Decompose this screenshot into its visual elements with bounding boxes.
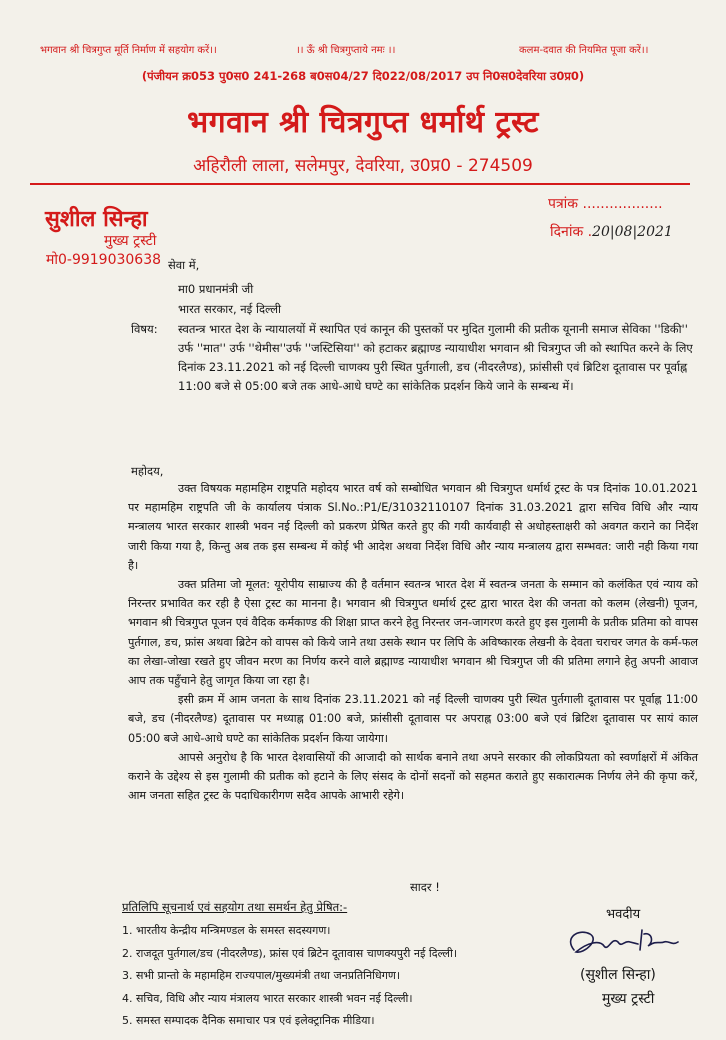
cc-heading: प्रतिलिपि सूचनार्थ एवं सहयोग तथा समर्थन हेतु प्रेषित:- [122,900,348,914]
date-field [550,222,673,241]
cc-item: 1. भारतीय केन्द्रीय मन्त्रिमण्डल के समस्त सदस्यगण। [122,924,331,937]
date-label: दिनांक . [550,224,593,240]
paragraph-4: आपसे अनुरोध है कि भारत देशवासियों की आजादी को सार्थक बनाने तथा अपने सरकार की लोकप्रियता को स्वर्णाक्षरों में अंकित कराने के उद्देश्य से इस गुलामी की प्रतीक को हटाने के लिए संसद के दोनों सदनों को सहमत कराते हुए सकारात्मक निर्णय लेने की कृपा करें, आम जनता सहित ट्रस्ट के पदाधिकारीगण सदैव आपके आभारी रहेगे। [128,750,698,803]
salutation: महोदय, [131,464,164,478]
date-handwritten: 20|08|2021 [592,224,673,240]
closing: सादर ! [410,880,440,894]
sender-name: सुशील सिन्हा [45,207,148,232]
paragraph-1: उक्त विषयक महामहिम राष्ट्रपति महोदय भारत वर्ष को सम्बोधित भगवान श्री चित्रगुप्त धर्मार्थ ट्रस्ट के पत्र दिनांक 10.01.2021 पर महामहिम राष्ट्रपति जी के कार्यालय पंत्राक Sl.No.:P1/E/31032110107 दिनांक 31.03.2021 द्वारा सचिव विधि और न्याय मन्त्रालय भारत सरकार शास्त्री भवन नई दिल्ली को प्रकरण प्रेषित करते हुए की गयी कार्यवाही से अधोहस्ताक्षरी को अवगत कराने का निर्देश जारी किया गया है, किन्तु अब तक इस सम्बन्ध में कोई भी आदेश अथवा निर्देश विधि और न्याय मन्त्रालय द्वारा सम्भवत: जारी नही किया गया है। [128,482,698,572]
left-motto: भगवान श्री चित्रगुप्त मूर्ति निर्माण में सहयोग करें।। [40,45,217,56]
cc-item: 4. सचिव, विधि और न्याय मंत्रालय भारत सरकार शास्त्री भवन नई दिल्ली। [122,991,413,1005]
paragraph-3: इसी क्रम में आम जनता के साथ दिनांक 23.11.2021 को नई दिल्ली चाणक्य पुरी स्थित पुर्तगाली दूतावास पर पूर्वाह्न 11:00 बजे, डच (नीदरलैण्ड) दूतावास पर मध्याह्न 01:00 बजे, फ्रांसीसी दूतावास पर अपराह्न 03:00 बजे एवं ब्रिटिश दूतावास पर सायं काल 05:00 बजे आधे-आधे घण्टे का सांकेतिक प्रदर्शन किया जायेगा। [128,693,698,745]
sender-title: मुख्य ट्रस्टी [104,233,157,249]
letter-body [128,479,698,805]
patrank-label: पत्रांक .................. [548,196,663,212]
trust-name: भगवान श्री चित्रगुप्त धर्मार्थ ट्रस्ट [187,105,539,140]
seva-mein: सेवा में, [168,258,200,272]
sender-mobile: मो0-9919030638 [46,252,162,268]
subject-label: विषय: [131,322,158,336]
registration-line: (पंजीयन क्र053 पु0स0 241-268 ब0स04/27 दि022/08/2017 उप नि0स0देवरिया उ0प्र0) [141,69,585,83]
paragraph-2: उक्त प्रतिमा जो मूलत: यूरोपीय साम्राज्य की है वर्तमान स्वतन्त्र भारत देश में स्वतन्त्र जनता के सम्मान को कलंकित एवं न्याय को निरन्तर प्रभावित कर रही है ऐसा ट्रस्ट का मानना है। भगवान श्री चित्रगुप्त धर्मार्थ ट्रस्ट द्वारा भारत देश की जनता को कलम (लेखनी) पूजन, भगवान श्री चित्रगुप्त पूजन एवं वैदिक कर्मकाण्ड की शिक्षा प्राप्त करने हेतु निरन्तर जन-जागरण करते हुए इस गुलामी के प्रतीक प्रतिमा को वापस पुर्तगाल, डच, फ्रांस अथवा ब्रिटेन को वापस को किये जाने तथा उसके स्थान पर लिपि के अविष्कारक लेखनी के देवता चराचर जगत के कर्म-फल का लेखा-जोखा रखते हुए जीवन मरण का निर्णय करने वाले ब्रह्माण्ड न्यायाधीश भगवान श्री चित्रगुप्त जी की प्रतिमा लगाने हेतु अपनी आवाज आप तक पहुँचाने हेतु जागृत किया जा रहा है। [128,578,698,688]
handwritten-signature [560,920,690,965]
bhavdiya: भवदीय [606,907,641,922]
recipient-title: मा0 प्रधानमंत्री जी [178,282,254,296]
subject-text: स्वतन्त्र भारत देश के न्यायालयों में स्थापित एवं कानून की पुस्तकों पर मुदित गुलामी की प्रतीक यूनानी समाज सेविका ''डिकी'' उर्फ ''मात'' उर्फ ''थेमीस''उर्फ ''जस्टिसिया'' को हटाकर ब्रह्माण्ड न्यायाधीश भगवान श्री चित्रगुप्त जी को स्थापित करने के लिए दिनांक 23.11.2021 को नई दिल्ली चाणक्य पुरी स्थित पुर्तगाली, डच (नीदरलैण्ड), फ्रांसीसी एवं ब्रिटिश दूतावास पर पूर्वाह्न 11:00 बजे से 05:00 बजे तक आधे-आधे घण्टे का सांकेतिक प्रदर्शन किये जाने के सम्बन्ध में। [178,322,693,393]
header-divider [30,183,690,185]
trust-address: अहिरौली लाला, सलेमपुर, देवरिया, उ0प्र0 - 274509 [193,156,533,176]
right-motto: कलम-दवात की नियमित पूजा करें।। [519,45,649,56]
cc-item: 5. समस्त सम्पादक दैनिक समाचार पत्र एवं इलेक्ट्रानिक मीडिया। [122,1014,375,1027]
center-motto: ।। ऊँ श्री चित्रगुप्ताये नमः ।। [296,45,396,56]
cc-list [122,920,457,1033]
recipient-office: भारत सरकार, नई दिल्ली [178,302,282,316]
cc-item: 2. राजदूत पुर्तगाल/डच (नीदरलैण्ड), फ्रांस एवं ब्रिटेन दूतावास चाणक्यपुरी नई दिल्ली। [122,946,458,960]
cc-item: 3. सभी प्रान्तो के महामहिम राज्यपाल/मुख्यमंत्री तथा जनप्रतिनिधिगण। [122,969,401,982]
signatory-title: मुख्य ट्रस्टी [602,991,655,1007]
signatory-name: (सुशील सिन्हा) [580,967,656,983]
